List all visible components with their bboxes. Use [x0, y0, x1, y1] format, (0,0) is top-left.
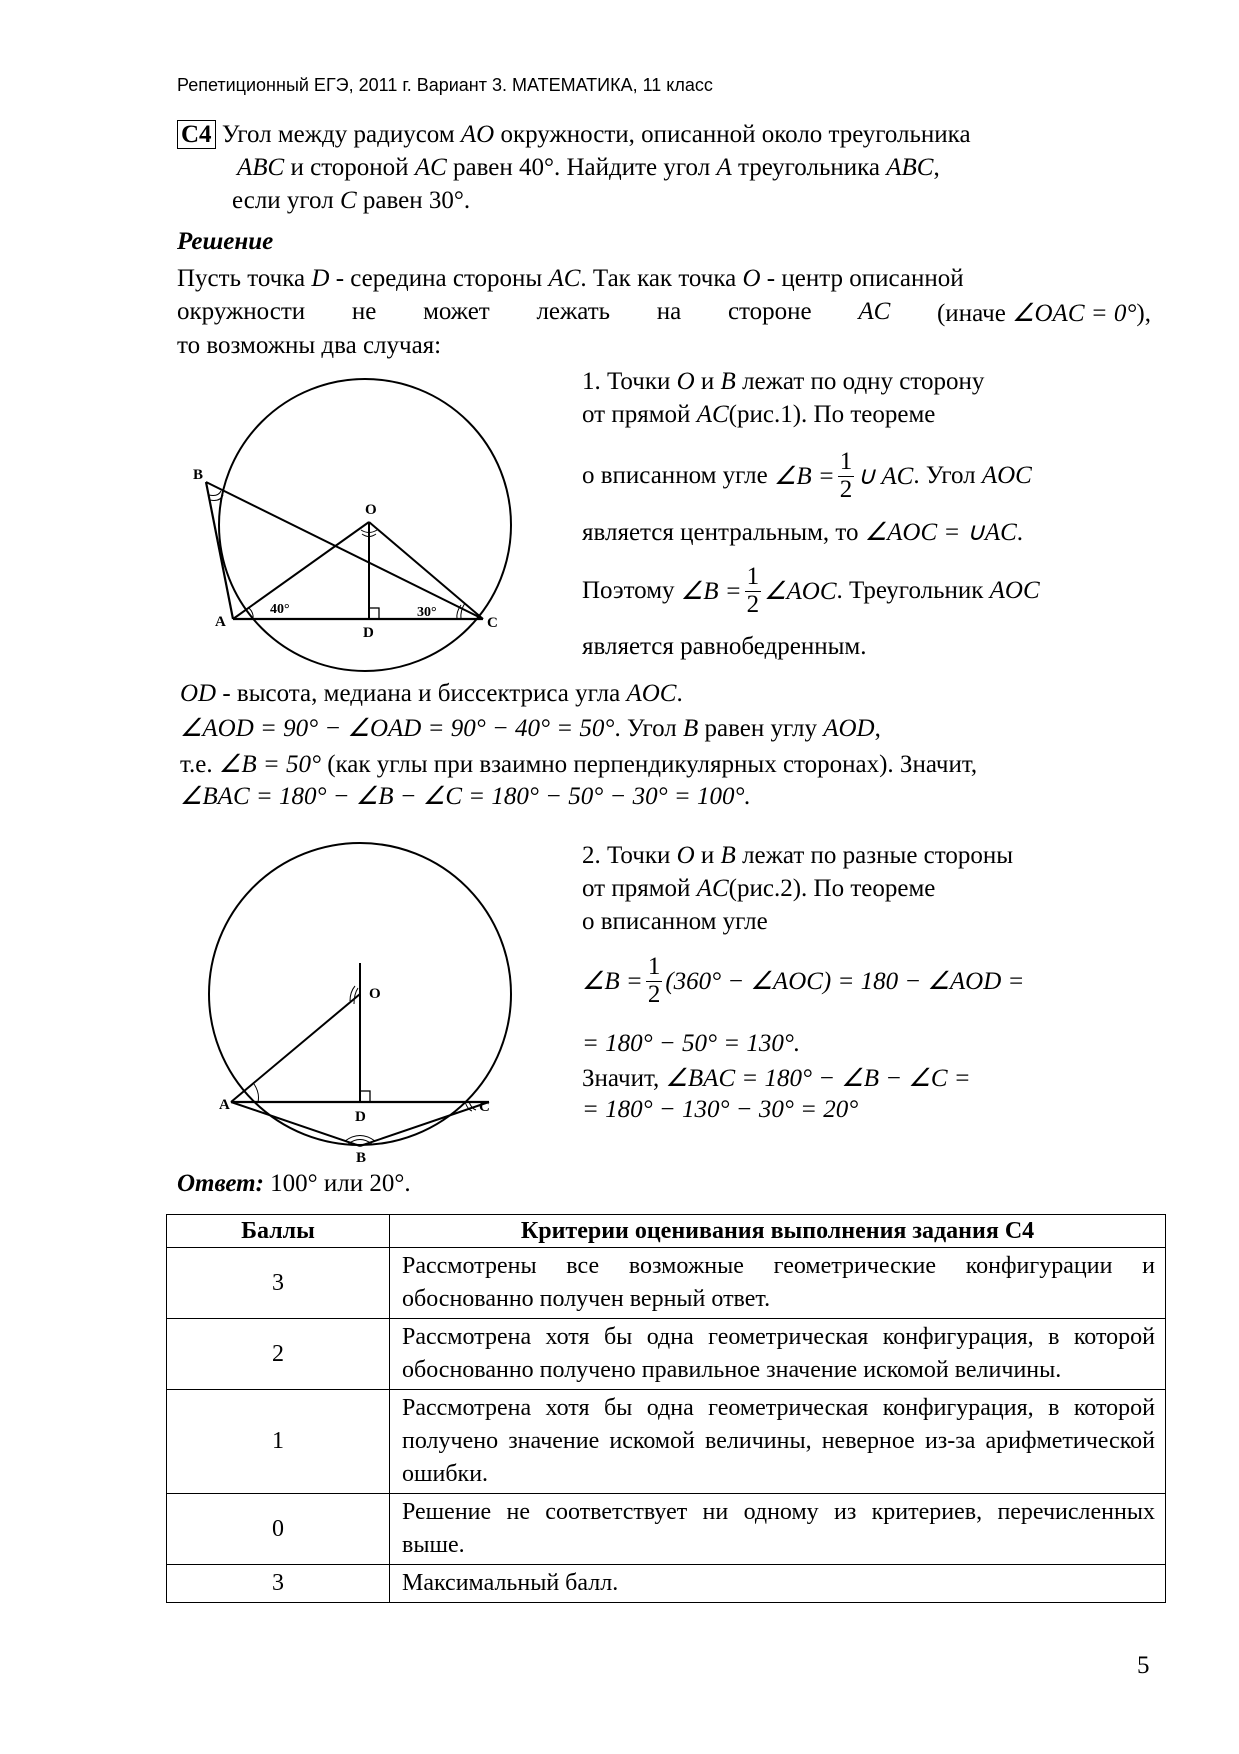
case1-para-4: ∠BAC = 180° − ∠B − ∠C = 180° − 50° − 30° = 100°. [180, 783, 751, 810]
points-cell: 2 [167, 1319, 390, 1390]
points-cell: 3 [167, 1248, 390, 1319]
table-header-row [167, 1215, 1166, 1248]
case1-line-6: является равнобедренным. [582, 633, 867, 660]
right-angle-mark [369, 608, 379, 619]
case2-line-7: = 180° − 130° − 30° = 20° [582, 1096, 859, 1123]
case1-line-1: 1. Точки O и B лежат по одну сторону [582, 368, 985, 395]
table-row [167, 1248, 1166, 1319]
right-angle-mark [360, 1091, 370, 1102]
case1-line-3: о вписанном угле ∠B = $\frac{1}{2}$ ∪ AC . Угол AOC [582, 448, 1032, 503]
case1-para-1: OD - высота, медиана и биссектриса угла AOC. [180, 680, 683, 707]
label-c: C [479, 1099, 490, 1115]
side-bc [206, 482, 483, 619]
points-cell: 3 [167, 1565, 390, 1603]
case1-line-4: является центральным, то ∠AOC = ∪AC. [582, 519, 1024, 546]
label-b: B [193, 467, 204, 483]
task-id: C4 [177, 120, 216, 149]
label-o: O [369, 986, 381, 1002]
table-row [167, 1565, 1166, 1603]
case2-line-6: Значит, ∠BAC = 180° − ∠B − ∠C = [582, 1065, 971, 1092]
label-d: D [355, 1109, 366, 1125]
side-ab [206, 482, 233, 619]
case2-line-4: ∠B = $\frac{1}{2}$ (360° − ∠AOC) = 180 − ∠AOD = [582, 953, 1025, 1008]
header-points: Баллы [167, 1215, 390, 1248]
case2-line-2: от прямой AC(рис.2). По теореме [582, 875, 936, 902]
problem-line-3: если угол C равен 30°. [232, 187, 471, 214]
page-header: Репетиционный ЕГЭ, 2011 г. Вариант 3. МАТЕМАТИКА, 11 класс [177, 75, 713, 95]
criteria-cell: Рассмотрены все возможные геометрические конфигурации и обоснованно получен верный ответ. [390, 1248, 1166, 1319]
case1-line-2: от прямой AC(рис.1). По теореме [582, 401, 936, 428]
figure-1 [185, 372, 540, 682]
criteria-cell: Решение не соответствует ни одному из критериев, перечисленных выше. [390, 1494, 1166, 1565]
table-row [167, 1494, 1166, 1565]
figure-2 [180, 838, 530, 1168]
header-criteria: Критерии оценивания выполнения задания С4 [390, 1215, 1166, 1248]
points-cell: 1 [167, 1390, 390, 1494]
table-row [167, 1390, 1166, 1494]
radius-ao [231, 994, 360, 1102]
intro-line-1: Пусть точка D - середина стороны AC. Так как точка O - центр описанной [177, 265, 964, 292]
case1-para-2: ∠AOD = 90° − ∠OAD = 90° − 40° = 50°. Угол B равен углу AOD, [180, 715, 881, 742]
criteria-cell: Максимальный балл. [390, 1565, 1166, 1603]
criteria-cell: Рассмотрена хотя бы одна геометрическая конфигурация, в которой получено значение искомой величины, неверное из-за арифметической ошибки. [390, 1390, 1166, 1494]
case2-line-1: 2. Точки O и B лежат по разные стороны [582, 842, 1014, 869]
problem-line-2: ABC и стороной AC равен 40°. Найдите угол A треугольника ABC, [237, 154, 940, 181]
table-row [167, 1319, 1166, 1390]
side-bc [360, 1102, 489, 1146]
solution-title: Решение [177, 228, 274, 255]
intro-line-2: окружности не может лежать на стороне AC (иначе ∠OAC = 0°), [177, 298, 1151, 327]
label-o: O [365, 502, 377, 518]
case1-line-5: Поэтому ∠B = $\frac{1}{2}$ ∠AOC . Треугольник AOC [582, 563, 1040, 618]
case2-line-5: = 180° − 50° = 130°. [582, 1030, 801, 1057]
radius-ao [233, 522, 369, 619]
page-number: 5 [1137, 1652, 1150, 1679]
points-cell: 0 [167, 1494, 390, 1565]
intro-line-3: то возможны два случая: [177, 332, 442, 359]
side-ab [231, 1102, 360, 1146]
case2-line-3: о вписанном угле [582, 908, 768, 935]
answer: Ответ: 100° или 20°. [177, 1170, 411, 1197]
label-angle-c: 30° [417, 605, 437, 620]
problem-line-1: C4 Угол между радиусом AO окружности, описанной около треугольника [177, 121, 971, 149]
case1-para-3: т.е. ∠B = 50° (как углы при взаимно перпендикулярных сторонах). Значит, [180, 751, 978, 778]
label-c: C [487, 615, 498, 631]
label-d: D [363, 625, 374, 641]
label-b: B [356, 1150, 367, 1166]
label-angle-a: 40° [270, 602, 290, 617]
label-a: A [215, 614, 226, 630]
criteria-cell: Рассмотрена хотя бы одна геометрическая конфигурация, в которой обоснованно получено правильное значение искомой величины. [390, 1319, 1166, 1390]
label-a: A [219, 1097, 230, 1113]
criteria-table [166, 1214, 1166, 1603]
